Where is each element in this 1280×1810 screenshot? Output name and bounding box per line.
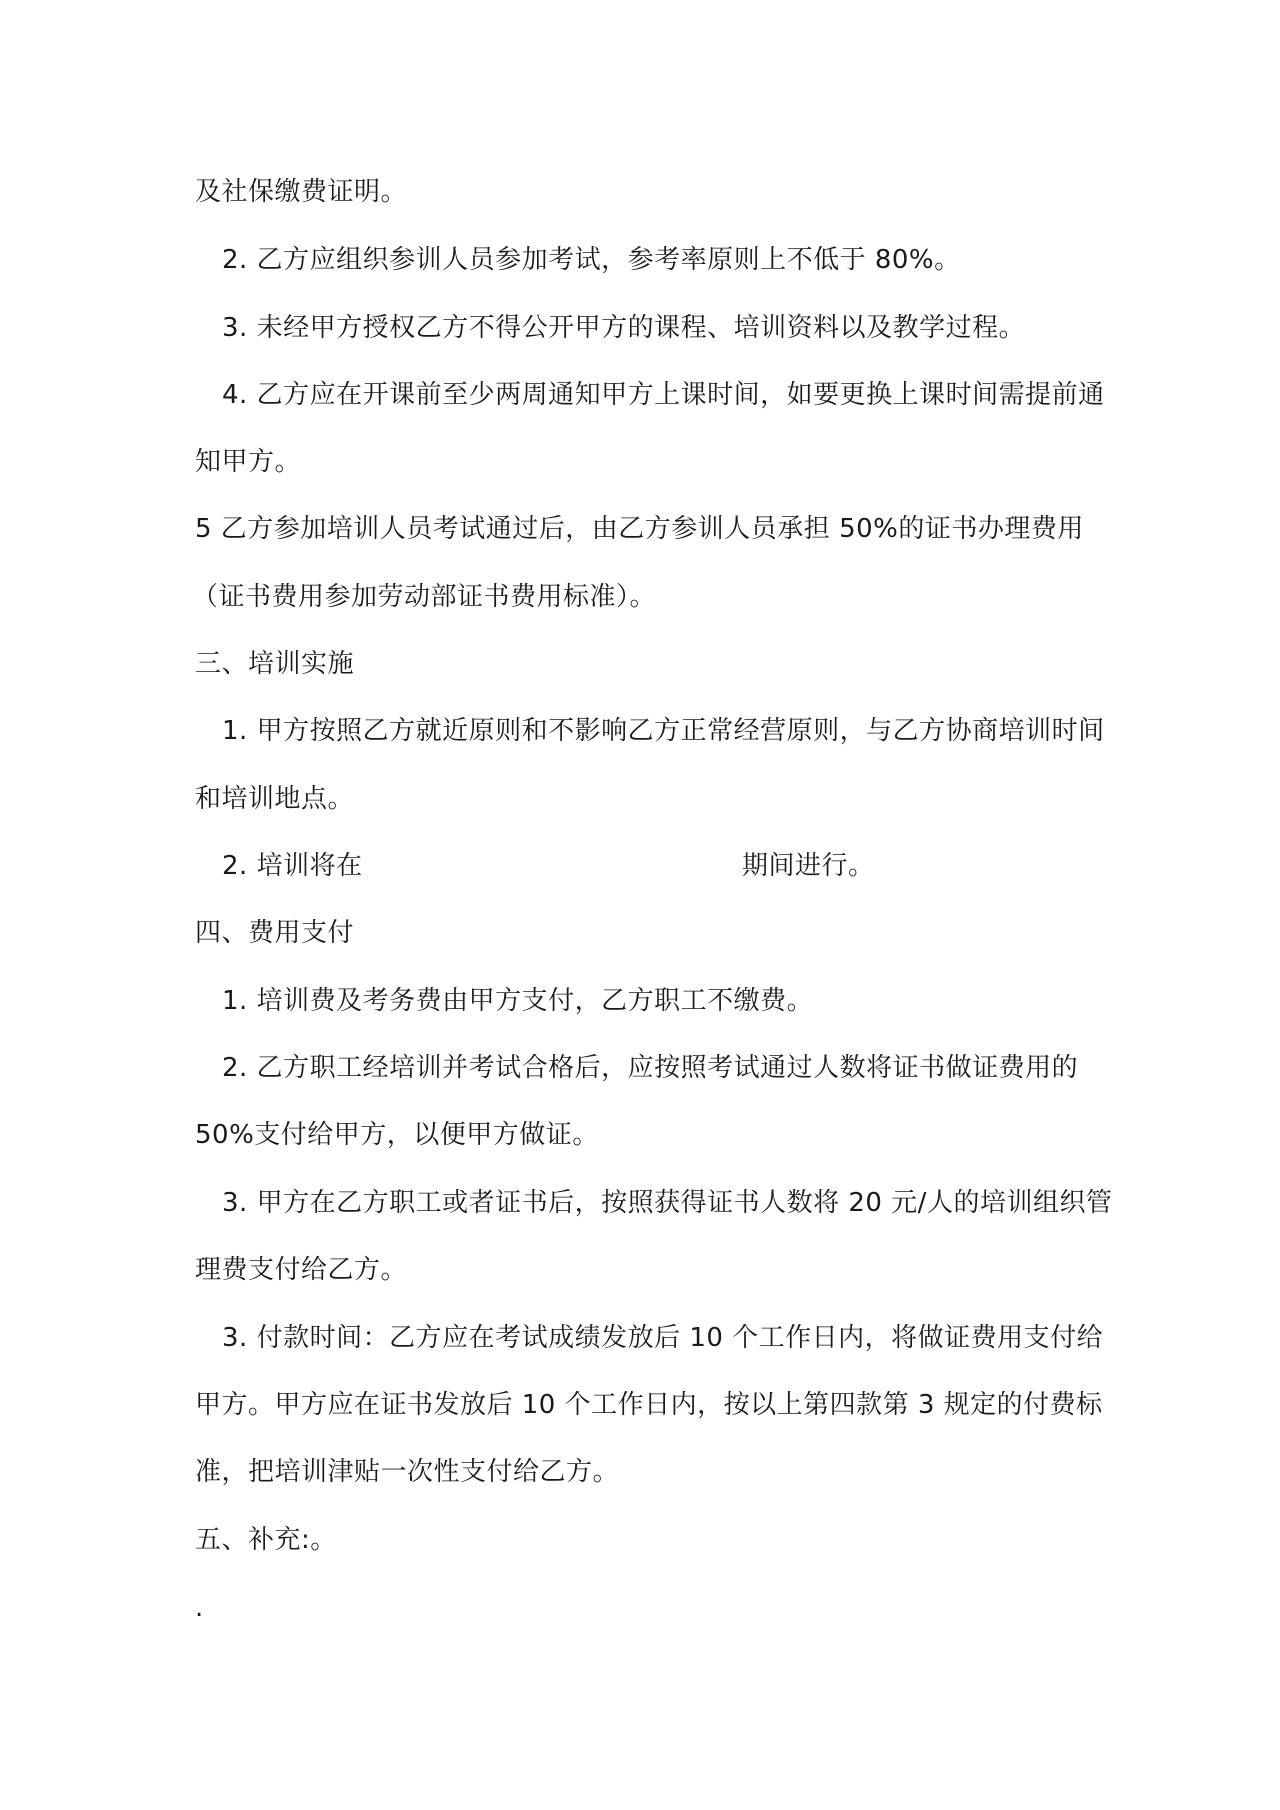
list-item: 3. 付款时间：乙方应在考试成绩发放后 10 个工作日内，将做证费用支付给 <box>222 1323 1104 1353</box>
text-line: 及社保缴费证明。 <box>195 177 408 207</box>
list-item: 5 乙方参加培训人员考试通过后，由乙方参训人员承担 50%的证书办理费用 <box>195 514 1084 544</box>
list-item: 3. 未经甲方授权乙方不得公开甲方的课程、培训资料以及教学过程。 <box>222 313 1026 343</box>
text-line: （证书费用参加劳动部证书费用标准）。 <box>192 582 657 612</box>
text-line: 甲方。甲方应在证书发放后 10 个工作日内，按以上第四款第 3 规定的付费标 <box>195 1390 1103 1420</box>
list-item: 2. 乙方职工经培训并考试合格后，应按照考试通过人数将证书做证费用的 <box>222 1053 1079 1083</box>
text-line: 理费支付给乙方。 <box>195 1255 408 1285</box>
list-item: 1. 甲方按照乙方就近原则和不影响乙方正常经营原则，与乙方协商培训时间 <box>222 716 1105 746</box>
text-line: . <box>195 1593 204 1623</box>
text-line: 50%支付给甲方，以便甲方做证。 <box>195 1120 599 1150</box>
list-item: 4. 乙方应在开课前至少两周通知甲方上课时间，如要更换上课时间需提前通 <box>222 380 1105 410</box>
section-heading: 四、费用支付 <box>195 918 355 948</box>
section-heading: 五、补充:。 <box>195 1525 337 1555</box>
list-item: 1. 培训费及考务费由甲方支付，乙方职工不缴费。 <box>222 986 814 1016</box>
list-item: 2. 培训将在 <box>222 851 363 881</box>
text-line: 和培训地点。 <box>195 784 355 814</box>
text-line: 准，把培训津贴一次性支付给乙方。 <box>195 1457 620 1487</box>
list-item: 3. 甲方在乙方职工或者证书后，按照获得证书人数将 20 元/人的培训组织管 <box>222 1188 1113 1218</box>
list-item: 2. 乙方应组织参训人员参加考试，参考率原则上不低于 80%。 <box>222 245 961 275</box>
text-line: 期间进行。 <box>742 851 875 881</box>
text-line: 知甲方。 <box>195 447 302 477</box>
section-heading: 三、培训实施 <box>195 649 355 679</box>
